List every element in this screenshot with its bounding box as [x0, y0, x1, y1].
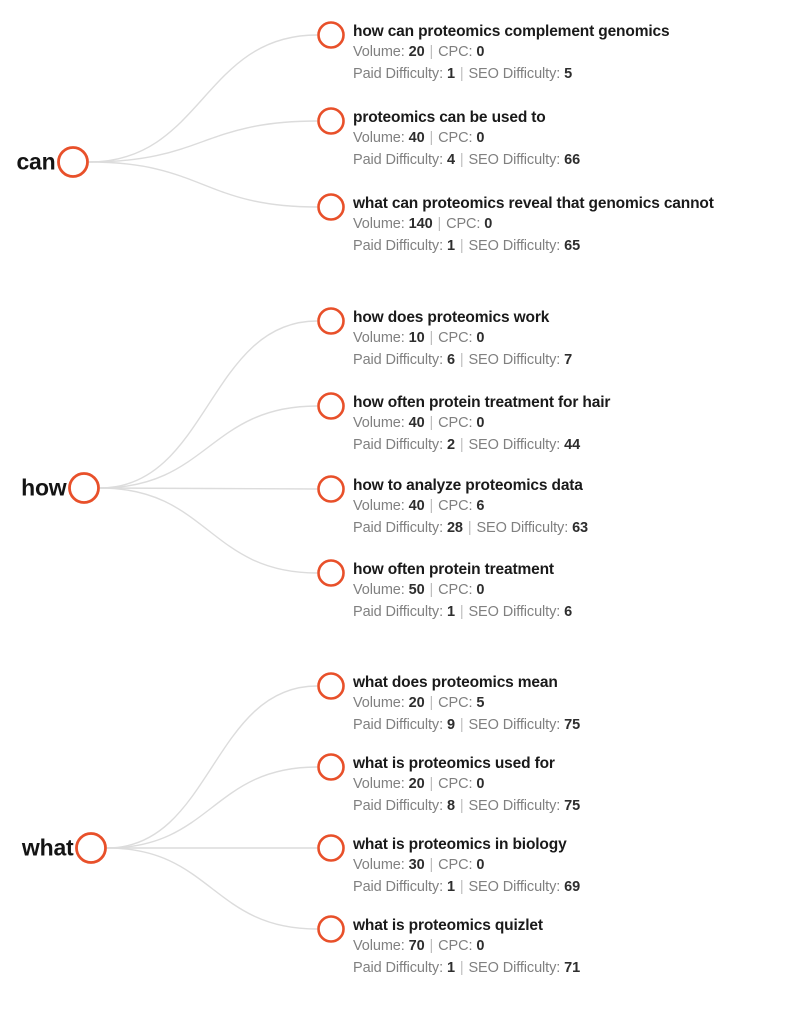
keyword-volume-cpc-stats — [353, 854, 580, 876]
root-node-label: what — [21, 834, 74, 861]
stats-separator: | — [459, 437, 464, 453]
keyword-difficulty-stats — [353, 349, 572, 371]
paid-difficulty-value: 1 — [446, 238, 455, 254]
seo-difficulty-value: 7 — [564, 352, 573, 368]
cpc-value: 0 — [484, 216, 493, 232]
keyword-entry[interactable] — [353, 916, 580, 979]
keyword-title: how often protein treatment — [353, 561, 554, 578]
cpc-label: CPC: — [438, 330, 473, 346]
paid-difficulty-value: 4 — [446, 152, 455, 168]
keyword-entry[interactable] — [353, 754, 580, 817]
keyword-difficulty-stats — [353, 957, 580, 979]
keyword-volume-cpc-stats — [353, 495, 588, 517]
cpc-label: CPC: — [438, 776, 473, 792]
seo-difficulty-value: 75 — [564, 798, 581, 814]
volume-value: 40 — [408, 415, 425, 431]
keyword-title: what is proteomics in biology — [353, 836, 567, 853]
paid-difficulty-value: 1 — [446, 66, 455, 82]
cpc-label: CPC: — [438, 130, 473, 146]
volume-label: Volume: — [353, 216, 405, 232]
stats-separator: | — [429, 582, 434, 598]
paid-difficulty-value: 1 — [446, 604, 455, 620]
paid-difficulty-label: Paid Difficulty: — [353, 604, 444, 620]
cpc-value: 6 — [476, 498, 485, 514]
stats-separator: | — [459, 352, 464, 368]
keyword-difficulty-stats — [353, 434, 610, 456]
cpc-label: CPC: — [438, 498, 473, 514]
stats-separator: | — [429, 498, 434, 514]
stats-separator: | — [429, 857, 434, 873]
paid-difficulty-value: 2 — [446, 437, 455, 453]
paid-difficulty-value: 9 — [446, 717, 455, 733]
paid-difficulty-label: Paid Difficulty: — [353, 352, 444, 368]
root-node-label: how — [21, 474, 67, 501]
cpc-label: CPC: — [438, 695, 473, 711]
cpc-value: 0 — [476, 130, 485, 146]
volume-label: Volume: — [353, 330, 405, 346]
cpc-label: CPC: — [438, 938, 473, 954]
volume-label: Volume: — [353, 938, 405, 954]
stats-separator: | — [429, 130, 434, 146]
volume-label: Volume: — [353, 695, 405, 711]
stats-separator: | — [459, 238, 464, 254]
keyword-difficulty-stats — [353, 235, 714, 257]
seo-difficulty-label: SEO Difficulty: — [468, 798, 561, 814]
keyword-entry[interactable] — [353, 194, 714, 257]
stats-separator: | — [429, 44, 434, 60]
keyword-entry[interactable] — [353, 673, 580, 736]
seo-difficulty-value: 69 — [564, 879, 581, 895]
seo-difficulty-value: 71 — [564, 960, 581, 976]
seo-difficulty-label: SEO Difficulty: — [468, 960, 561, 976]
paid-difficulty-label: Paid Difficulty: — [353, 66, 444, 82]
stats-separator: | — [429, 776, 434, 792]
paid-difficulty-label: Paid Difficulty: — [353, 238, 444, 254]
cpc-value: 0 — [476, 330, 485, 346]
keyword-title: what is proteomics quizlet — [353, 917, 543, 934]
keyword-volume-cpc-stats — [353, 935, 580, 957]
keyword-difficulty-stats — [353, 795, 580, 817]
volume-label: Volume: — [353, 776, 405, 792]
stats-separator: | — [459, 717, 464, 733]
stats-separator: | — [459, 152, 464, 168]
cpc-value: 5 — [476, 695, 485, 711]
stats-separator: | — [429, 695, 434, 711]
seo-difficulty-label: SEO Difficulty: — [468, 604, 561, 620]
keyword-title: how can proteomics complement genomics — [353, 23, 670, 40]
seo-difficulty-label: SEO Difficulty: — [468, 152, 561, 168]
cpc-value: 0 — [476, 582, 485, 598]
paid-difficulty-label: Paid Difficulty: — [353, 520, 444, 536]
keyword-difficulty-stats — [353, 63, 669, 85]
paid-difficulty-label: Paid Difficulty: — [353, 798, 444, 814]
volume-value: 20 — [408, 695, 425, 711]
seo-difficulty-value: 75 — [564, 717, 581, 733]
stats-separator: | — [429, 415, 434, 431]
keyword-entry[interactable] — [353, 108, 580, 171]
paid-difficulty-value: 8 — [446, 798, 455, 814]
keyword-title: what is proteomics used for — [353, 755, 555, 772]
seo-difficulty-value: 5 — [564, 66, 573, 82]
paid-difficulty-value: 6 — [446, 352, 455, 368]
keyword-entry[interactable] — [353, 22, 669, 85]
stats-separator: | — [459, 879, 464, 895]
paid-difficulty-value: 1 — [446, 960, 455, 976]
paid-difficulty-label: Paid Difficulty: — [353, 960, 444, 976]
volume-value: 20 — [408, 44, 425, 60]
volume-label: Volume: — [353, 415, 405, 431]
volume-value: 140 — [408, 216, 433, 232]
seo-difficulty-label: SEO Difficulty: — [468, 879, 561, 895]
keyword-volume-cpc-stats — [353, 213, 714, 235]
stats-separator: | — [437, 216, 442, 232]
seo-difficulty-label: SEO Difficulty: — [468, 66, 561, 82]
paid-difficulty-label: Paid Difficulty: — [353, 717, 444, 733]
seo-difficulty-label: SEO Difficulty: — [468, 717, 561, 733]
keyword-entry[interactable] — [353, 393, 610, 456]
keyword-volume-cpc-stats — [353, 773, 580, 795]
volume-label: Volume: — [353, 44, 405, 60]
paid-difficulty-label: Paid Difficulty: — [353, 152, 444, 168]
keyword-volume-cpc-stats — [353, 41, 669, 63]
stats-separator: | — [459, 798, 464, 814]
keyword-entry[interactable] — [353, 308, 572, 371]
stats-separator: | — [459, 66, 464, 82]
paid-difficulty-label: Paid Difficulty: — [353, 437, 444, 453]
stats-separator: | — [429, 938, 434, 954]
keyword-entry[interactable] — [353, 835, 580, 898]
stats-separator: | — [459, 604, 464, 620]
keyword-entry[interactable] — [353, 476, 588, 539]
cpc-value: 0 — [476, 776, 485, 792]
volume-value: 70 — [408, 938, 425, 954]
volume-value: 50 — [408, 582, 425, 598]
volume-value: 40 — [408, 130, 425, 146]
keyword-volume-cpc-stats — [353, 127, 580, 149]
volume-value: 20 — [408, 776, 425, 792]
seo-difficulty-label: SEO Difficulty: — [468, 238, 561, 254]
cpc-label: CPC: — [438, 582, 473, 598]
stats-separator: | — [429, 330, 434, 346]
root-node-label: can — [16, 148, 56, 175]
paid-difficulty-value: 28 — [446, 520, 463, 536]
keyword-difficulty-stats — [353, 517, 588, 539]
volume-label: Volume: — [353, 582, 405, 598]
seo-difficulty-value: 44 — [564, 437, 581, 453]
seo-difficulty-label: SEO Difficulty: — [468, 437, 561, 453]
keyword-difficulty-stats — [353, 876, 580, 898]
volume-label: Volume: — [353, 130, 405, 146]
keyword-volume-cpc-stats — [353, 579, 572, 601]
volume-value: 10 — [408, 330, 425, 346]
keyword-difficulty-stats — [353, 714, 580, 736]
cpc-value: 0 — [476, 44, 485, 60]
volume-label: Volume: — [353, 498, 405, 514]
keyword-title: what does proteomics mean — [353, 674, 558, 691]
keyword-title: what can proteomics reveal that genomics cannot — [353, 195, 714, 212]
cpc-label: CPC: — [438, 44, 473, 60]
seo-difficulty-label: SEO Difficulty: — [468, 352, 561, 368]
seo-difficulty-value: 66 — [564, 152, 581, 168]
cpc-value: 0 — [476, 415, 485, 431]
cpc-label: CPC: — [438, 857, 473, 873]
keyword-title: how to analyze proteomics data — [353, 477, 583, 494]
paid-difficulty-value: 1 — [446, 879, 455, 895]
volume-value: 40 — [408, 498, 425, 514]
stats-separator: | — [459, 960, 464, 976]
keyword-difficulty-stats — [353, 601, 572, 623]
keyword-entry[interactable] — [353, 560, 572, 623]
cpc-value: 0 — [476, 857, 485, 873]
cpc-label: CPC: — [438, 415, 473, 431]
keyword-title: how does proteomics work — [353, 309, 550, 326]
volume-label: Volume: — [353, 857, 405, 873]
seo-difficulty-value: 63 — [572, 520, 589, 536]
keyword-volume-cpc-stats — [353, 327, 572, 349]
keyword-volume-cpc-stats — [353, 412, 610, 434]
keyword-difficulty-stats — [353, 149, 580, 171]
keyword-volume-cpc-stats — [353, 692, 580, 714]
cpc-value: 0 — [476, 938, 485, 954]
volume-value: 30 — [408, 857, 425, 873]
stats-separator: | — [467, 520, 472, 536]
seo-difficulty-value: 6 — [564, 604, 573, 620]
seo-difficulty-value: 65 — [564, 238, 581, 254]
keyword-title: proteomics can be used to — [353, 109, 546, 126]
paid-difficulty-label: Paid Difficulty: — [353, 879, 444, 895]
cpc-label: CPC: — [446, 216, 481, 232]
keyword-title: how often protein treatment for hair — [353, 394, 611, 411]
seo-difficulty-label: SEO Difficulty: — [476, 520, 569, 536]
